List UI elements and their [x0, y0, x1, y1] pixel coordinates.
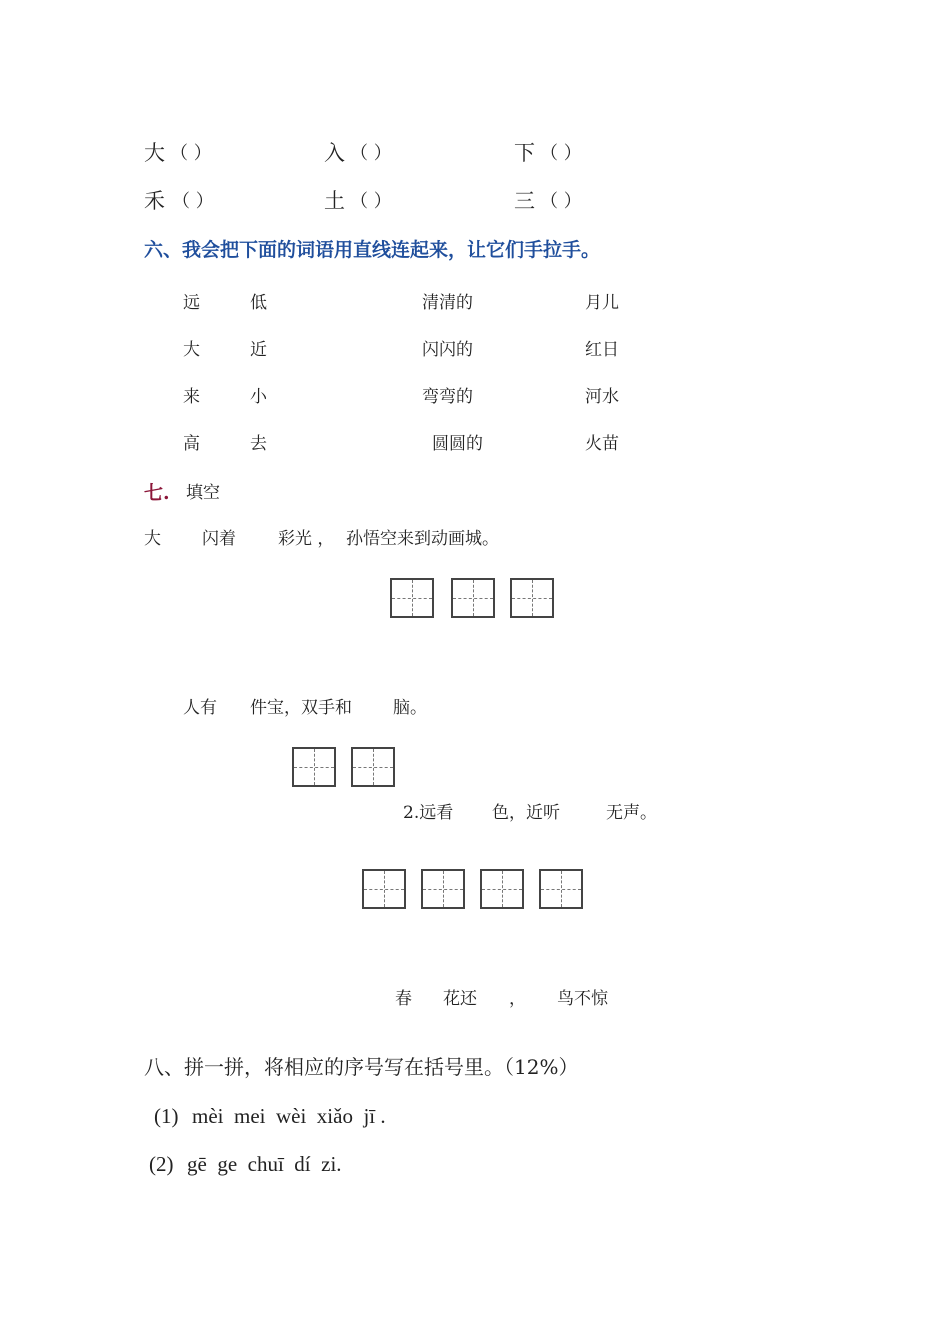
char-xia: 下: [514, 141, 535, 165]
word-col2-1[interactable]: 低: [250, 293, 267, 313]
fill-text: 鸟不惊: [557, 989, 608, 1009]
writing-box[interactable]: [539, 869, 583, 909]
section7-title: 填空: [186, 483, 220, 503]
fill-text: 2.远看: [403, 803, 454, 823]
word-col4-2[interactable]: 红日: [585, 340, 619, 360]
answer-paren-he[interactable]: （ ）: [172, 191, 214, 212]
fill-text: 孙悟空来到动画城。: [346, 529, 499, 549]
item-number: (2): [149, 1152, 174, 1176]
answer-paren-tu[interactable]: （ ）: [350, 191, 392, 212]
char-tu: 土: [324, 189, 345, 213]
word-col3-3[interactable]: 弯弯的: [422, 387, 473, 407]
word-col4-1[interactable]: 月儿: [585, 293, 619, 313]
word-col1-2[interactable]: 大: [183, 340, 200, 360]
writing-box[interactable]: [451, 578, 495, 618]
section6-title: 六、我会把下面的词语用直线连起来，让它们手拉手。: [144, 239, 601, 261]
char-san: 三: [514, 189, 535, 213]
word-col4-3[interactable]: 河水: [585, 387, 619, 407]
writing-box[interactable]: [480, 869, 524, 909]
fill-text: ，: [509, 989, 526, 1009]
section7-number: 七.: [144, 482, 170, 504]
word-col2-2[interactable]: 近: [250, 340, 267, 360]
answer-paren-da[interactable]: （ ）: [170, 143, 212, 164]
pinyin-text: gē ge chuī dí zi.: [187, 1152, 342, 1176]
fill-text: 闪着: [202, 529, 236, 549]
fill-text: 人有: [183, 698, 217, 718]
writing-box[interactable]: [351, 747, 395, 787]
section8-title: 八、拼一拼，将相应的序号写在括号里。（12%）: [144, 1055, 579, 1079]
pinyin-text: mèi mei wèi xiǎo jī .: [192, 1104, 386, 1128]
word-col3-4[interactable]: 圆圆的: [432, 434, 483, 454]
word-col1-3[interactable]: 来: [183, 387, 200, 407]
answer-paren-ru[interactable]: （ ）: [350, 143, 392, 164]
answer-paren-san[interactable]: （ ）: [540, 191, 582, 212]
word-col2-3[interactable]: 小: [250, 387, 267, 407]
char-he: 禾: [144, 189, 165, 213]
fill-text: 色，近听: [492, 803, 560, 823]
fill-text: 花还: [443, 989, 477, 1009]
fill-text: 春: [395, 989, 412, 1009]
writing-box[interactable]: [292, 747, 336, 787]
word-col4-4[interactable]: 火苗: [585, 434, 619, 454]
char-ru: 入: [324, 141, 345, 165]
char-da: 大: [144, 141, 165, 165]
answer-paren-xia[interactable]: （ ）: [540, 143, 582, 164]
word-col1-4[interactable]: 高: [183, 434, 200, 454]
word-col3-1[interactable]: 清清的: [422, 293, 473, 313]
fill-text: 彩光 ，: [278, 529, 335, 549]
writing-box[interactable]: [362, 869, 406, 909]
fill-text: 件宝，双手和: [250, 698, 352, 718]
word-col2-4[interactable]: 去: [250, 434, 267, 454]
item-number: (1): [154, 1104, 179, 1128]
word-col1-1[interactable]: 远: [183, 293, 200, 313]
writing-box[interactable]: [510, 578, 554, 618]
fill-text: 脑。: [393, 698, 427, 718]
writing-box[interactable]: [390, 578, 434, 618]
fill-text: 大: [144, 529, 161, 549]
fill-text: 无声。: [606, 803, 657, 823]
word-col3-2[interactable]: 闪闪的: [422, 340, 473, 360]
writing-box[interactable]: [421, 869, 465, 909]
